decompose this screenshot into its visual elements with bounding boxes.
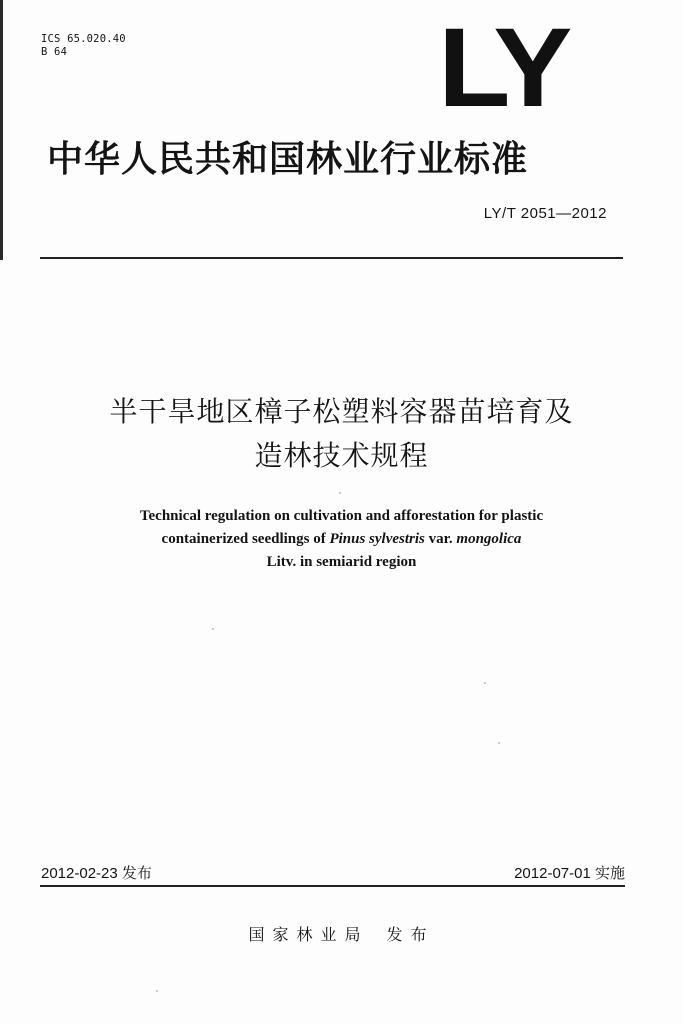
issuer-action: 发布 — [386, 925, 435, 944]
standard-number: LY/T 2051—2012 — [483, 205, 607, 222]
species-name: Pinus sylvestris — [329, 531, 425, 547]
variety-name: mongolica — [456, 531, 522, 547]
scan-speck — [156, 990, 158, 992]
scan-speck — [498, 742, 500, 744]
classification-codes — [41, 33, 126, 59]
scan-speck — [339, 492, 341, 494]
top-divider — [40, 257, 623, 259]
english-title-line-3: Litv. in semiarid region — [266, 554, 417, 570]
scan-edge — [0, 0, 3, 260]
english-title — [0, 505, 683, 574]
ics-code: ICS 65.020.40 — [41, 33, 126, 45]
implement-date: 2012-07-01 实施 — [514, 865, 625, 882]
issuer-line — [0, 922, 683, 945]
bottom-divider — [40, 885, 625, 887]
ccs-code: B 64 — [41, 46, 68, 58]
chinese-title-line-2: 造林技术规程 — [254, 439, 429, 472]
scan-speck — [212, 628, 214, 630]
english-title-line-1: Technical regulation on cultivation and afforestation for plastic — [139, 508, 544, 524]
series-title: 中华人民共和国林业行业标准 — [47, 139, 529, 180]
english-title-prefix: containerized seedlings of — [161, 531, 330, 547]
scan-speck — [484, 682, 486, 684]
ly-logo: LY — [438, 5, 567, 130]
english-title-line-2 — [0, 528, 683, 551]
chinese-title-line-1: 半干旱地区樟子松塑料容器苗培育及 — [109, 395, 574, 428]
var-label: var. — [424, 531, 457, 547]
publish-date: 2012-02-23 发布 — [41, 865, 152, 882]
issuer-name: 国家林业局 — [248, 925, 369, 944]
chinese-title — [0, 390, 683, 478]
